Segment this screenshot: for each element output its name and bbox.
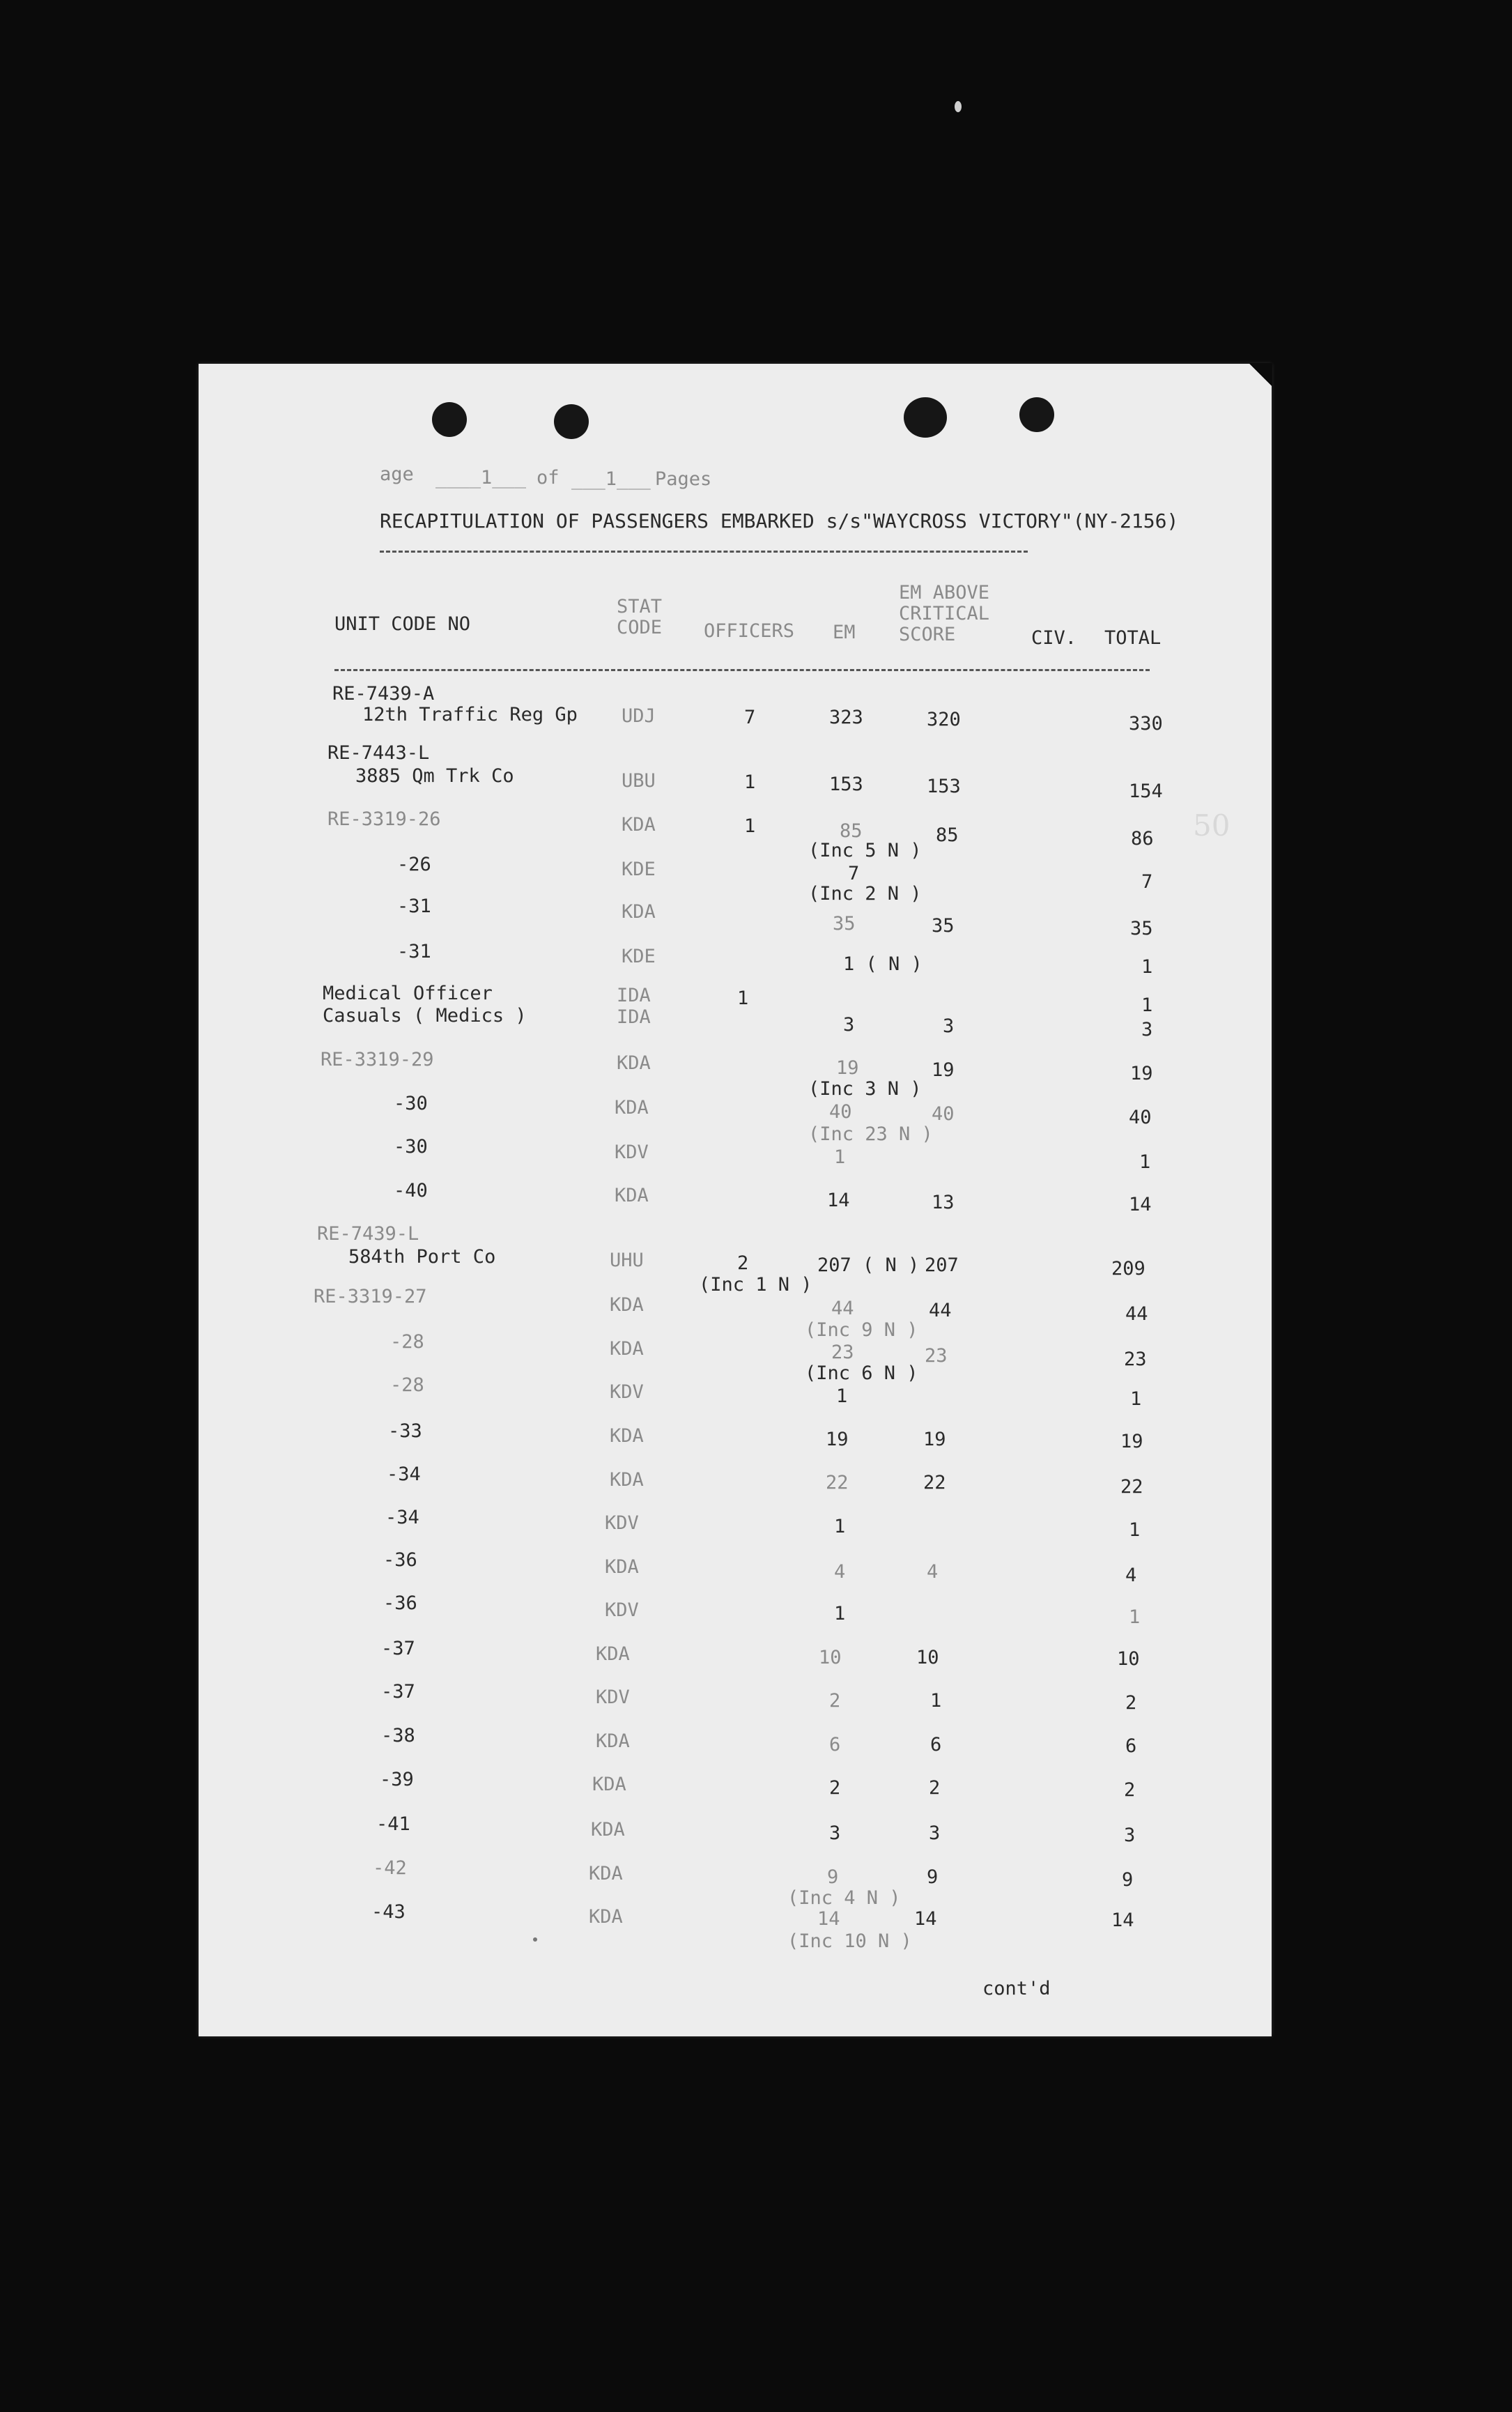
row-8-unit: Casuals ( Medics ) xyxy=(323,1005,527,1027)
row-5-above: 35 xyxy=(932,915,955,937)
row-11-em: 1 xyxy=(834,1146,846,1168)
row-22-above: 10 xyxy=(916,1647,939,1668)
col-em-above-3: SCORE xyxy=(899,624,956,645)
row-27-unit: -42 xyxy=(373,1857,407,1879)
row-28-unit: -43 xyxy=(371,1901,406,1923)
col-stat-2: CODE xyxy=(617,617,663,638)
row-12-above: 13 xyxy=(932,1192,955,1213)
row-16-em: 1 xyxy=(836,1385,848,1407)
col-civ: CIV. xyxy=(1031,627,1077,649)
col-unit-code: UNIT CODE NO xyxy=(334,613,471,635)
row-1-total: 330 xyxy=(1129,713,1163,735)
row-5-unit: -31 xyxy=(397,896,431,917)
row-1-unit: RE-7439-A xyxy=(332,683,435,705)
row-18-total: 22 xyxy=(1120,1476,1143,1498)
row-17-above: 19 xyxy=(923,1429,946,1450)
row-5-total: 35 xyxy=(1130,918,1153,939)
row-25-unit: -39 xyxy=(380,1769,414,1790)
row-27-em: 9 xyxy=(827,1866,839,1888)
row-2-unit: RE-7443-L xyxy=(327,742,430,764)
row-13-stat: UHU xyxy=(610,1250,644,1271)
col-total: TOTAL xyxy=(1104,627,1162,649)
row-14-unit: RE-3319-27 xyxy=(314,1286,427,1307)
row-20-unit: -36 xyxy=(383,1549,417,1571)
row-26-em: 3 xyxy=(829,1822,841,1844)
row-9-stat: KDA xyxy=(617,1052,651,1074)
row-24-total: 6 xyxy=(1125,1735,1137,1757)
row-18-unit: -34 xyxy=(387,1464,421,1485)
row-9-em: 19 xyxy=(836,1057,859,1079)
row-25-total: 2 xyxy=(1124,1779,1136,1801)
row-20-total: 4 xyxy=(1125,1565,1137,1586)
row-8-em: 3 xyxy=(843,1014,855,1036)
row-16-unit: -28 xyxy=(390,1374,424,1396)
row-23-em: 2 xyxy=(829,1690,841,1712)
row-26-above: 3 xyxy=(929,1822,941,1844)
row-2-off: 1 xyxy=(744,771,756,793)
row-3-unit: RE-3319-26 xyxy=(327,808,441,830)
row-5-stat: KDA xyxy=(622,901,656,923)
header-underline xyxy=(334,669,1150,671)
row-12-em: 14 xyxy=(827,1190,850,1211)
row-24-em: 6 xyxy=(829,1734,841,1756)
row-25-stat: KDA xyxy=(592,1774,626,1795)
row-10-em: 40 xyxy=(829,1101,852,1123)
row-4-note: (Inc 2 N ) xyxy=(808,883,922,905)
row-8-total: 3 xyxy=(1141,1019,1153,1040)
row-13-total: 209 xyxy=(1111,1258,1145,1280)
row-27-total: 9 xyxy=(1122,1869,1134,1891)
page-of: of xyxy=(537,467,560,489)
row-5-em: 35 xyxy=(833,913,856,935)
row-6-em: 1 ( N ) xyxy=(843,953,923,975)
page-suffix: Pages xyxy=(655,468,712,490)
row-6-total: 1 xyxy=(1141,956,1153,978)
row-25-em: 2 xyxy=(829,1777,841,1799)
row-24-stat: KDA xyxy=(596,1730,630,1752)
row-4-em: 7 xyxy=(848,863,860,884)
document-title: RECAPITULATION OF PASSENGERS EMBARKED s/s"WAYCROSS VICTORY"(NY-2156) xyxy=(380,509,1179,532)
row-28-above: 14 xyxy=(914,1908,937,1930)
row-3-total: 86 xyxy=(1131,828,1154,850)
row-15-unit: -28 xyxy=(390,1331,424,1353)
row-19-em: 1 xyxy=(834,1516,846,1537)
row-9-above: 19 xyxy=(932,1059,955,1081)
row-14-above: 44 xyxy=(929,1300,952,1321)
row-2-total: 154 xyxy=(1129,781,1163,802)
row-14-total: 44 xyxy=(1125,1303,1148,1325)
row-15-stat: KDA xyxy=(610,1338,644,1360)
row-15-note: (Inc 6 N ) xyxy=(805,1362,918,1384)
row-1-em: 323 xyxy=(829,707,863,728)
punch-hole xyxy=(904,397,947,438)
row-22-em: 10 xyxy=(819,1647,842,1668)
row-10-stat: KDA xyxy=(615,1097,649,1119)
row-12-total: 14 xyxy=(1129,1194,1152,1215)
row-7-unit: Medical Officer xyxy=(323,983,493,1004)
row-12-stat: KDA xyxy=(615,1185,649,1206)
punch-hole xyxy=(1019,397,1054,432)
row-4-stat: KDE xyxy=(622,859,656,880)
margin-page-number: 50 xyxy=(1193,808,1231,843)
col-officers: OFFICERS xyxy=(704,620,795,642)
row-17-stat: KDA xyxy=(610,1425,644,1447)
col-em-above-1: EM ABOVE xyxy=(899,582,990,604)
row-27-note: (Inc 4 N ) xyxy=(787,1887,901,1909)
row-22-unit: -37 xyxy=(381,1638,415,1659)
punch-hole xyxy=(432,402,467,437)
row-22-stat: KDA xyxy=(596,1643,630,1665)
footer-contd: cont'd xyxy=(982,1978,1051,1999)
row-19-stat: KDV xyxy=(605,1512,639,1534)
row-10-above: 40 xyxy=(932,1103,955,1125)
row-6-stat: KDE xyxy=(622,946,656,967)
punch-hole xyxy=(554,404,589,439)
row-25-above: 2 xyxy=(929,1777,941,1799)
row-21-unit: -36 xyxy=(383,1592,417,1614)
row-13-above: 207 xyxy=(925,1254,959,1276)
row-28-stat: KDA xyxy=(589,1906,623,1928)
row-3-em: 85 xyxy=(840,820,863,842)
row-22-total: 10 xyxy=(1117,1648,1140,1670)
row-15-total: 23 xyxy=(1124,1349,1147,1370)
row-19-total: 1 xyxy=(1129,1519,1141,1541)
row-13-offnote: (Inc 1 N ) xyxy=(699,1274,812,1296)
row-8-above: 3 xyxy=(943,1015,955,1037)
row-23-unit: -37 xyxy=(381,1681,415,1703)
row-20-stat: KDA xyxy=(605,1556,639,1578)
page-prefix: age xyxy=(380,463,414,485)
row-17-total: 19 xyxy=(1120,1431,1143,1452)
row-23-above: 1 xyxy=(930,1690,942,1712)
row-2-em: 153 xyxy=(829,774,863,795)
row-18-em: 22 xyxy=(826,1472,849,1493)
row-9-total: 19 xyxy=(1130,1063,1153,1084)
row-6-unit: -31 xyxy=(397,941,431,962)
row-13-unit-name: 584th Port Co xyxy=(348,1246,496,1268)
row-9-unit: RE-3319-29 xyxy=(321,1049,434,1070)
row-13-off: 2 xyxy=(737,1252,749,1274)
row-14-note: (Inc 9 N ) xyxy=(805,1319,918,1341)
row-24-above: 6 xyxy=(930,1734,942,1756)
speck xyxy=(533,1937,537,1942)
row-16-total: 1 xyxy=(1130,1388,1142,1410)
row-10-note: (Inc 23 N ) xyxy=(808,1123,933,1145)
row-1-unit-name: 12th Traffic Reg Gp xyxy=(362,704,578,725)
row-20-em: 4 xyxy=(834,1561,846,1583)
row-19-unit: -34 xyxy=(385,1507,419,1528)
document-page xyxy=(199,364,1272,2036)
row-7-stat: IDA xyxy=(617,985,651,1006)
row-13-em: 207 ( N ) xyxy=(817,1254,920,1276)
row-4-unit: -26 xyxy=(397,854,431,875)
row-3-note: (Inc 5 N ) xyxy=(808,840,922,861)
row-7-off: 1 xyxy=(737,988,749,1009)
row-21-total: 1 xyxy=(1129,1606,1141,1628)
row-9-note: (Inc 3 N ) xyxy=(808,1078,922,1100)
row-26-unit: -41 xyxy=(376,1813,410,1835)
row-11-stat: KDV xyxy=(615,1142,649,1163)
page-count-blank: ___1___ xyxy=(571,468,651,490)
col-em: EM xyxy=(833,622,856,643)
col-em-above-2: CRITICAL xyxy=(899,603,990,624)
row-18-stat: KDA xyxy=(610,1469,644,1491)
row-14-stat: KDA xyxy=(610,1294,644,1316)
speck xyxy=(955,101,962,112)
row-28-note: (Inc 10 N ) xyxy=(787,1930,912,1952)
row-28-em: 14 xyxy=(817,1908,840,1930)
col-stat-1: STAT xyxy=(617,596,663,617)
row-24-unit: -38 xyxy=(381,1725,415,1746)
row-1-off: 7 xyxy=(744,707,756,728)
row-26-total: 3 xyxy=(1124,1825,1136,1846)
row-17-em: 19 xyxy=(826,1429,849,1450)
row-12-unit: -40 xyxy=(394,1180,428,1201)
row-11-unit: -30 xyxy=(394,1136,428,1158)
page-number-blank: ____1___ xyxy=(435,467,527,489)
row-3-stat: KDA xyxy=(622,814,656,836)
row-2-unit-name: 3885 Qm Trk Co xyxy=(355,765,514,787)
row-2-stat: UBU xyxy=(622,770,656,792)
row-18-above: 22 xyxy=(923,1472,946,1493)
row-10-unit: -30 xyxy=(394,1093,428,1114)
title-underline xyxy=(380,551,1028,553)
row-14-em: 44 xyxy=(831,1298,854,1319)
row-13-unit: RE-7439-L xyxy=(317,1223,419,1245)
row-21-stat: KDV xyxy=(605,1599,639,1621)
row-1-stat: UDJ xyxy=(622,705,656,727)
row-26-stat: KDA xyxy=(591,1819,625,1841)
row-4-total: 7 xyxy=(1141,871,1153,893)
row-20-above: 4 xyxy=(927,1561,939,1583)
row-10-total: 40 xyxy=(1129,1107,1152,1128)
row-3-above: 85 xyxy=(936,824,959,846)
row-15-above: 23 xyxy=(925,1345,948,1367)
row-27-above: 9 xyxy=(927,1866,939,1888)
row-7-total: 1 xyxy=(1141,994,1153,1016)
row-8-stat: IDA xyxy=(617,1006,651,1028)
row-28-total: 14 xyxy=(1111,1910,1134,1931)
row-21-em: 1 xyxy=(834,1603,846,1624)
row-11-total: 1 xyxy=(1139,1151,1151,1173)
row-23-total: 2 xyxy=(1125,1692,1137,1714)
row-17-unit: -33 xyxy=(388,1420,422,1442)
row-1-above: 320 xyxy=(927,709,961,730)
row-23-stat: KDV xyxy=(596,1687,630,1708)
row-15-em: 23 xyxy=(831,1342,854,1363)
row-2-above: 153 xyxy=(927,776,961,797)
row-3-off: 1 xyxy=(744,815,756,837)
row-27-stat: KDA xyxy=(589,1863,623,1884)
row-16-stat: KDV xyxy=(610,1381,644,1403)
